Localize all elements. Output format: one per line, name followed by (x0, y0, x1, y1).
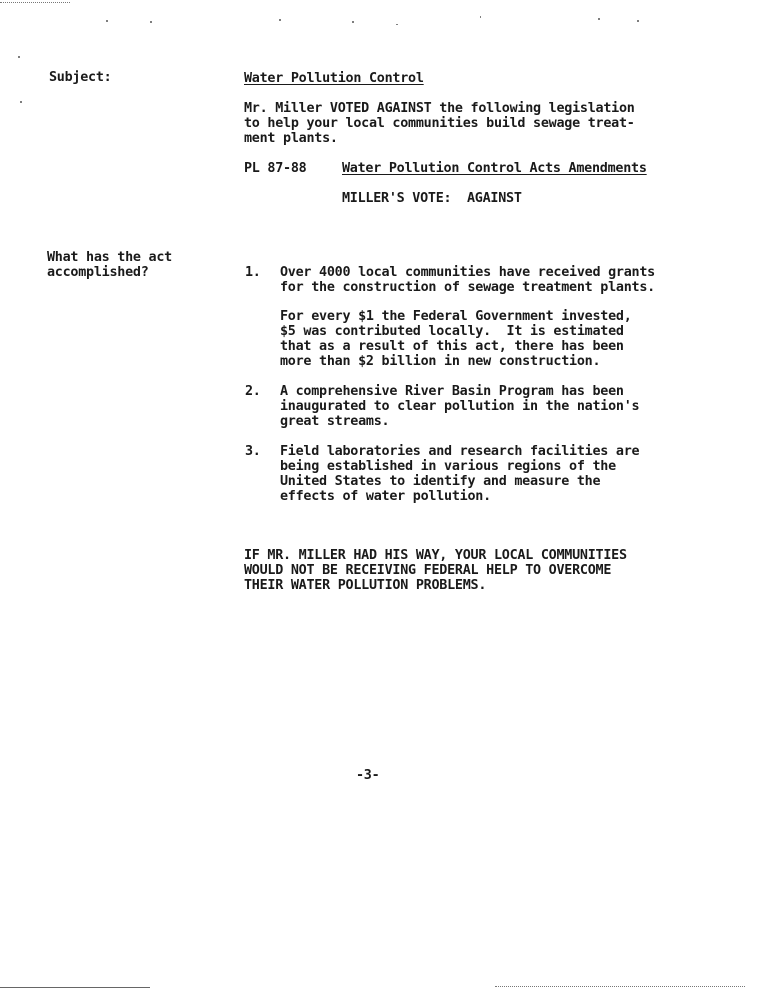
intro-line-1: Mr. Miller VOTED AGAINST the following legislation (244, 101, 635, 116)
accomplished-label-line2: accomplished? (47, 265, 149, 280)
scan-speck (598, 18, 600, 20)
accomplished-label-line1: What has the act (47, 250, 172, 265)
intro-line-2: to help your local communities build sewage treat- (244, 116, 635, 131)
scan-edge-dots-bottom-right (495, 986, 745, 987)
item-1-line-2: for the construction of sewage treatment plants. (280, 280, 655, 295)
item-3-line-2: being established in various regions of the (280, 459, 616, 474)
scan-speck (352, 21, 354, 23)
item-3-number: 3. (245, 444, 261, 459)
item-1-extra-line-4: more than $2 billion in new construction. (280, 354, 601, 369)
item-2-line-2: inaugurated to clear pollution in the nation's (280, 399, 640, 414)
law-title: Water Pollution Control Acts Amendments (342, 161, 647, 176)
item-1-line-1: Over 4000 local communities have received grants (280, 265, 655, 280)
item-2-line-1: A comprehensive River Basin Program has been (280, 384, 624, 399)
scan-speck (637, 20, 639, 22)
scan-edge-dots-top (0, 2, 70, 3)
item-3-line-4: effects of water pollution. (280, 489, 491, 504)
item-1-extra-line-2: $5 was contributed locally. It is estimated (280, 324, 624, 339)
item-3-line-3: United States to identify and measure the (280, 474, 601, 489)
subject-title: Water Pollution Control (244, 71, 424, 86)
item-3-line-1: Field laboratories and research facilities are (280, 444, 640, 459)
scan-speck (18, 56, 20, 58)
item-2-line-3: great streams. (280, 414, 390, 429)
scan-speck (150, 21, 152, 23)
conclusion-line-3: THEIR WATER POLLUTION PROBLEMS. (244, 578, 487, 593)
scan-speck (396, 24, 398, 25)
law-number: PL 87-88 (244, 161, 307, 176)
miller-vote: MILLER'S VOTE: AGAINST (342, 191, 522, 206)
conclusion-line-1: IF MR. MILLER HAD HIS WAY, YOUR LOCAL COMMUNITIES (244, 548, 627, 563)
conclusion-line-2: WOULD NOT BE RECEIVING FEDERAL HELP TO OVERCOME (244, 563, 612, 578)
item-2-number: 2. (245, 384, 261, 399)
intro-line-3: ment plants. (244, 131, 338, 146)
subject-label: Subject: (49, 70, 112, 85)
scan-speck (480, 16, 481, 18)
scan-edge-line-bottom-left (0, 987, 150, 988)
scan-speck (279, 19, 281, 21)
page-number: -3- (356, 768, 380, 783)
item-1-number: 1. (245, 265, 261, 280)
item-1-extra-line-1: For every $1 the Federal Government invested, (280, 309, 632, 324)
item-1-extra-line-3: that as a result of this act, there has been (280, 339, 624, 354)
scan-speck (106, 20, 108, 22)
scan-speck (20, 101, 22, 103)
